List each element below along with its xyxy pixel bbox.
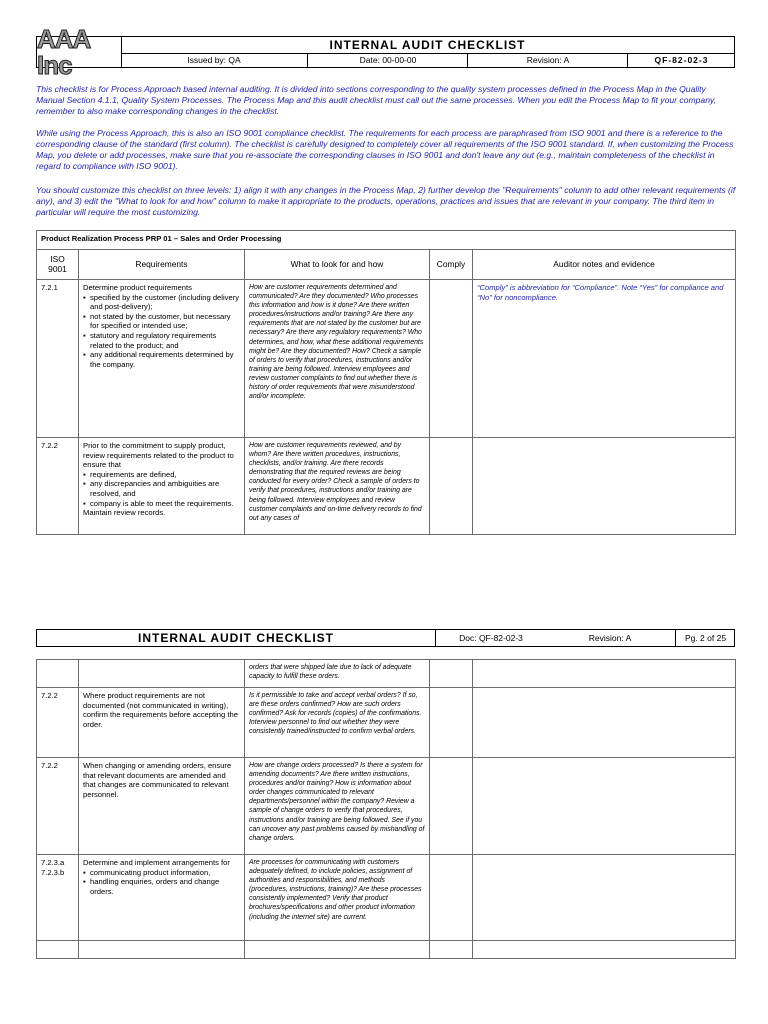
- look-for-cell: [245, 438, 430, 535]
- comply-cell[interactable]: [430, 941, 473, 959]
- requirement-item: ▪ handling enquiries, orders and change orders.: [83, 877, 240, 896]
- look-for-cell: How are change orders processed? Is there a system for amending documents? Are there written instructions, procedures and/or training? How is information about order changes communicated to relevant departments/personnel within the company? Review a sample of change orders to verify that procedures, instructions and/or training are being followed. See if you can uncover any past problems caused by mishandling of change orders.: [245, 758, 430, 855]
- requirement-item: ▪ not stated by the customer, but necessary for specified or intended use;: [83, 312, 240, 331]
- comply-cell[interactable]: [430, 758, 473, 855]
- requirements-cell: When changing or amending orders, ensure that relevant documents are amended and that changes are communicated to relevant personnel.: [79, 758, 245, 855]
- issue-date: Date: 00-00-00: [307, 53, 468, 67]
- logo-text: AAA Inc: [37, 24, 90, 80]
- page2-revision: Revision: A: [588, 633, 632, 643]
- requirement-list: [83, 470, 240, 508]
- iso-clause: 7.2.1: [37, 280, 79, 438]
- auditor-notes-cell[interactable]: [473, 438, 736, 535]
- iso-clause: [37, 941, 79, 959]
- process-title: Product Realization Process PRP 01 – Sales and Order Processing: [37, 231, 736, 250]
- auditor-notes-cell[interactable]: [473, 688, 736, 758]
- intro-paragraph-1: This checklist is for Process Approach based internal auditing. It is divided into sections corresponding to the quality system processes defined in the Process Map in the Quality Manual Section 4.1.1, Quality System Processes. The Process Map and this audit checklist must call out the same processes. When you edit the Process Map to fit your company, remember to also make corresponding changes in the checklist.: [36, 84, 717, 116]
- requirement-item: ▪ specified by the customer (including delivery and post-delivery);: [83, 293, 240, 312]
- page-number: Pg. 2 of 25: [675, 630, 735, 646]
- header-requirements: Requirements: [79, 250, 245, 280]
- comply-cell[interactable]: [430, 660, 473, 688]
- requirement-intro: Determine and implement arrangements for: [83, 858, 230, 867]
- requirement-item: ▪ statutory and regulatory requirements related to the product; and: [83, 331, 240, 350]
- comply-cell[interactable]: [430, 855, 473, 941]
- intro-paragraph-2: While using the Process Approach, this is also an ISO 9001 compliance checklist. The requirements for each process are paraphrased from ISO 9001 and there is a reference to the corresponding clause of the standard (first column). The checklist is carefully designed to completely cover all requirements of the ISO 9001 standard. If, when customizing the Process Map, you delete or add processes, make sure that you re-associate the corresponding clauses in ISO 9001 and don't leave any out (e.g., maintain completeness of the checklist in regard to compliance with ISO 9001).: [36, 128, 734, 171]
- header-iso: ISO 9001: [37, 250, 79, 280]
- checklist-title: INTERNAL AUDIT CHECKLIST: [121, 37, 734, 54]
- table-row: [37, 688, 736, 758]
- comply-cell[interactable]: [430, 280, 473, 438]
- requirement-item: ▪ requirements are defined,: [83, 470, 240, 480]
- table-row: [37, 438, 736, 535]
- auditor-notes-cell[interactable]: [473, 660, 736, 688]
- table-row: [37, 941, 736, 959]
- requirements-cell: [79, 280, 245, 438]
- table-row: [37, 280, 736, 438]
- requirement-outro: Maintain review records.: [83, 508, 166, 518]
- look-for-cell: Is it permissible to take and accept verbal orders? If so, are these orders confirmed? How are such orders confirmed? Ask for records (copies) of the confirmations. Interview personnel to find out whether they were consistently trained/instructed to confirm verbal orders.: [245, 688, 430, 758]
- look-for-cell: Are processes for communicating with customers adequately defined, to include policies, assignment of authorities and responsibilities, and methods (procedures, instructions, training)? Are these processes consistently implemented? Verify that product brochures/specifications and other product information (including the internet site) are current.: [245, 855, 430, 941]
- look-for-cell: [245, 941, 430, 959]
- requirement-item: ▪ any discrepancies and ambiguities are resolved, and: [83, 479, 240, 498]
- document-header: [36, 24, 735, 80]
- requirement-intro: Determine product requirements: [83, 283, 192, 292]
- auditor-notes-cell[interactable]: “Comply” is abbreviation for “Compliance”. Note “Yes” for compliance and “No” for noncompliance.: [473, 280, 736, 438]
- requirement-intro: Prior to the commitment to supply product, review requirements related to the product to ensure that: [83, 441, 234, 470]
- table-row: [37, 855, 736, 941]
- header-look: What to look for and how: [245, 250, 430, 280]
- table-row: [37, 660, 736, 688]
- iso-clause: 7.2.2: [37, 758, 79, 855]
- requirements-cell: Where product requirements are not documented (not communicated in writing), confirm the requirements before accepting the order.: [79, 688, 245, 758]
- look-for-cell: How are customer requirements determined and communicated? Are they documented? Who processes this information and how is it done? Are there written procedures/instructions and/or training? Are there any requirements that are not stated by the customer but are necessary? Are there any regulatory requirements? Who determines, and how, what these additional requirements might be? Are they documented? How? Check a sample of orders to verify that procedures, instructions and/or training are being followed. Interview employees and review customer complaints to find out whether there is history of order requirements that were misunderstood and/or incomplete.: [245, 280, 430, 438]
- look-for-text: How are customer requirements reviewed, and by whom? Are there written procedures, instructions, checklists, and/or training. Are there records demonstrating that the required reviews are being conducted for every order? Check a sample of orders to verify that procedures, instructions and/or training are being followed. Interview employees and review customer complaints and on-time delivery records to find out any cases of: [249, 442, 422, 522]
- issued-by: Issued by: QA: [187, 55, 241, 65]
- audit-table-2: [36, 659, 736, 959]
- page2-title: INTERNAL AUDIT CHECKLIST: [138, 631, 334, 645]
- company-logo: [37, 24, 122, 80]
- requirements-cell: [79, 438, 245, 535]
- page2-doc: Doc: QF-82-02-3: [435, 630, 546, 646]
- comply-cell[interactable]: [430, 438, 473, 535]
- comply-cell[interactable]: [430, 688, 473, 758]
- table-row: [37, 758, 736, 855]
- header-comply: Comply: [430, 250, 473, 280]
- header-notes: Auditor notes and evidence: [473, 250, 736, 280]
- doc-code: QF-82-02-3: [627, 53, 735, 67]
- requirement-list: [83, 868, 240, 897]
- auditor-notes-cell[interactable]: [473, 855, 736, 941]
- page2-header: [36, 629, 735, 647]
- auditor-notes-cell[interactable]: [473, 758, 736, 855]
- requirement-list: [83, 293, 240, 370]
- look-for-cell: orders that were shipped late due to lack of adequate capacity to fulfill these orders.: [245, 660, 430, 688]
- iso-clause: [37, 660, 79, 688]
- iso-clause: 7.2.2: [37, 438, 79, 535]
- requirements-cell: [79, 941, 245, 959]
- requirements-cell: [79, 855, 245, 941]
- intro-paragraph-3: You should customize this checklist on three levels: 1) align it with any changes in the Process Map, 2) further develop the "Requirements" column to add other relevant requirements (if any), and 3) edit the "What to look for and how" column to make it appropriate to the products, operations, practices and issues that are relevant in your company. The third item in particular will require the most customizing.: [36, 185, 736, 217]
- requirement-item: ▪ communicating product information,: [83, 868, 240, 878]
- requirement-item: ▪ company is able to meet the requirements.: [83, 499, 240, 509]
- requirement-item: ▪ any additional requirements determined by the company.: [83, 350, 240, 369]
- auditor-notes-cell[interactable]: [473, 941, 736, 959]
- revision: Revision: A: [467, 53, 628, 67]
- iso-clause: 7.2.2: [37, 688, 79, 758]
- audit-table-1: [36, 230, 736, 535]
- iso-clause: 7.2.3.a 7.2.3.b: [37, 855, 79, 941]
- requirements-cell: [79, 660, 245, 688]
